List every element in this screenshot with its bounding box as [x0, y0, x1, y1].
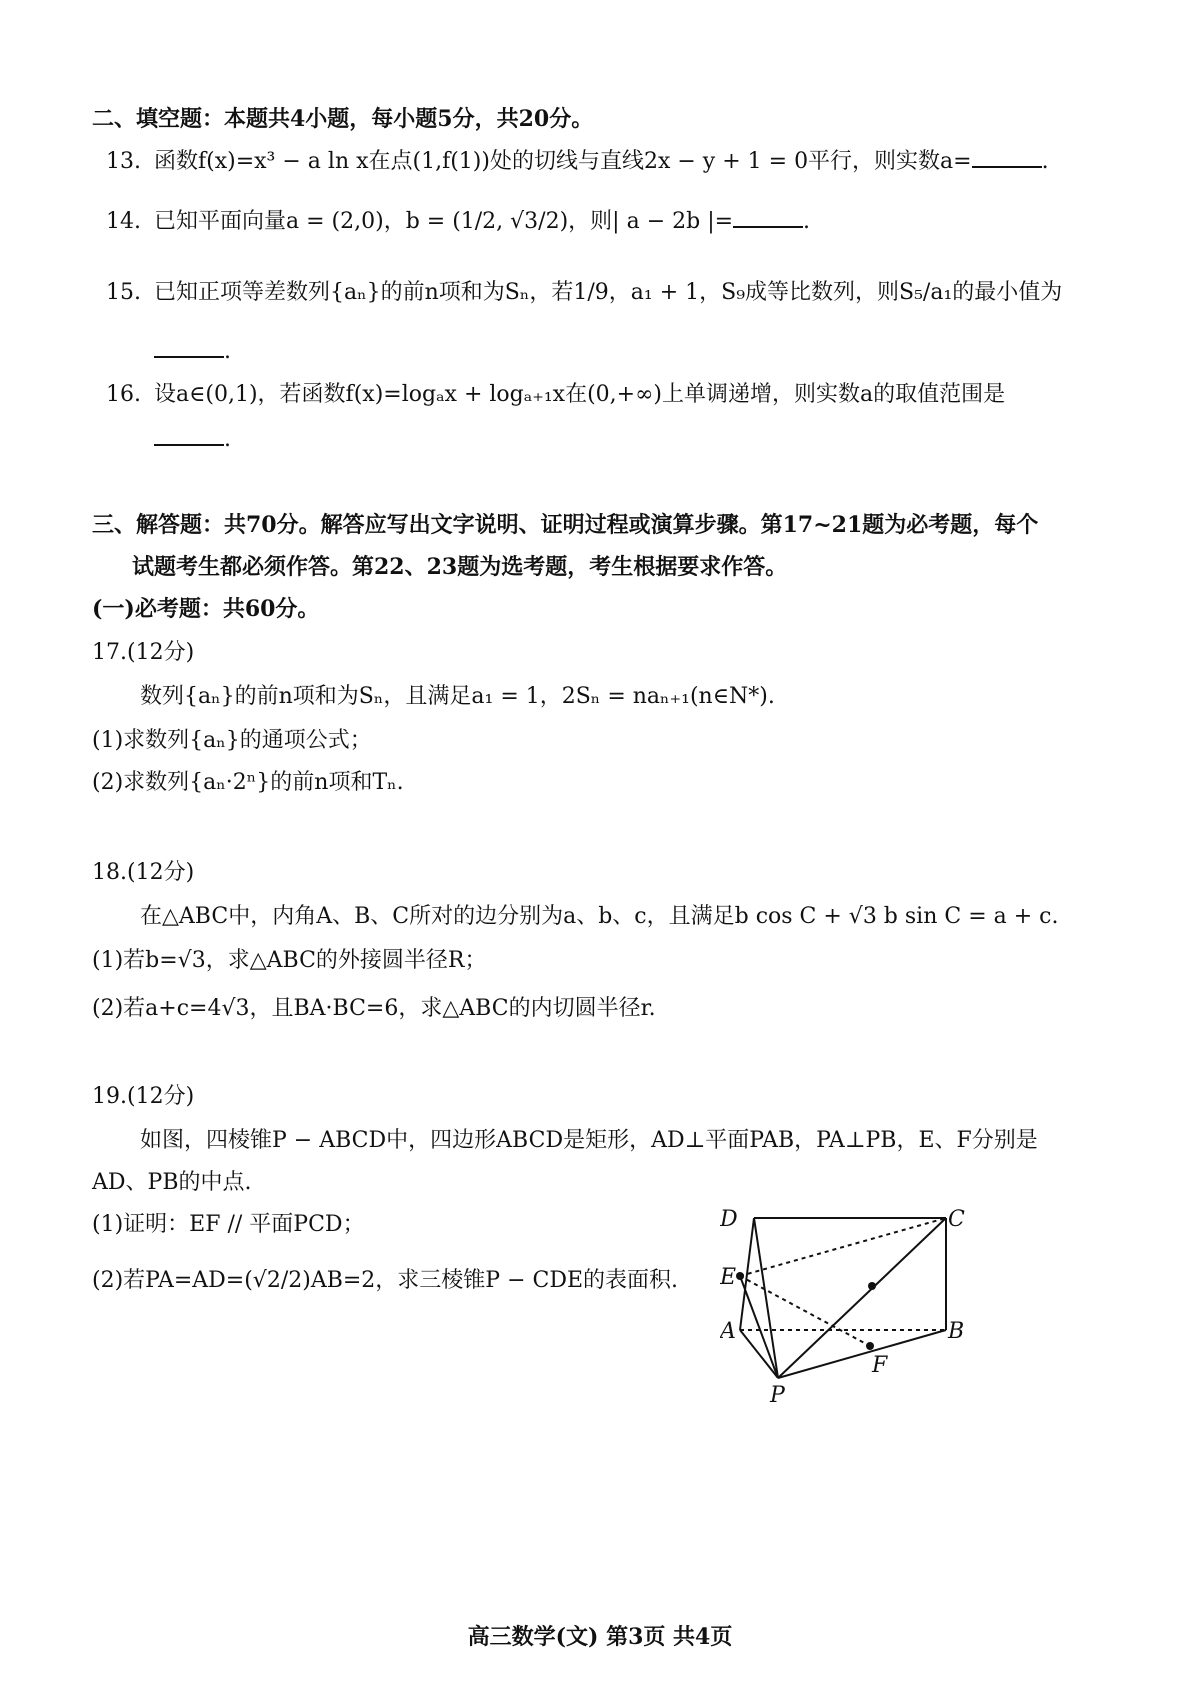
q17-title: 17.(12分) — [92, 640, 195, 665]
q16-number: 16. — [106, 382, 141, 407]
q19-stem-line-2: AD、PB的中点. — [92, 1170, 252, 1195]
q14-answer-blank — [733, 206, 803, 228]
label-E: E — [720, 1265, 737, 1290]
question-15 — [106, 278, 1062, 308]
q18-title: 18.(12分) — [92, 860, 195, 885]
question-16 — [106, 380, 1005, 410]
section-3-heading-cont: 试题考生都必须作答。第22、23题为选考题，考生根据要求作答。 — [132, 554, 788, 580]
q15-text: 已知正项等差数列{aₙ}的前n项和为Sₙ，若1/9，a₁ + 1，S₉成等比数列，则S₅/a₁的最小值为 — [154, 280, 1063, 305]
question-14 — [106, 206, 810, 237]
q19-title: 19.(12分) — [92, 1084, 195, 1109]
q17-stem: 数列{aₙ}的前n项和为Sₙ，且满足a₁ = 1，2Sₙ = naₙ₊₁(n∈N*). — [140, 684, 775, 709]
q16-answer-blank — [154, 424, 224, 446]
label-C: C — [948, 1207, 965, 1232]
label-F: F — [872, 1353, 888, 1378]
q14-end: . — [803, 209, 811, 234]
q15-end: . — [224, 339, 231, 364]
label-P: P — [770, 1383, 785, 1408]
edge-EP — [740, 1276, 778, 1378]
q18-stem: 在△ABC中，内角A、B、C所对的边分别为a、b、c，且满足b cos C + √3 b sin C = a + c. — [140, 904, 1059, 929]
label-D: D — [720, 1207, 738, 1232]
q13-answer-blank — [972, 146, 1042, 168]
q17-part-1: (1)求数列{aₙ}的通项公式； — [92, 728, 372, 753]
edge-DP — [754, 1218, 778, 1378]
q16-answer-line — [154, 424, 231, 455]
q15-number: 15. — [106, 280, 141, 305]
edge-EF-hidden — [740, 1276, 870, 1346]
point-midpoint — [868, 1282, 876, 1290]
q13-end: . — [1041, 149, 1049, 174]
q18-part-2: (2)若a+c=4√3，且BA·BC=6，求△ABC的内切圆半径r. — [92, 996, 656, 1021]
label-B: B — [948, 1319, 965, 1344]
label-A: A — [720, 1319, 736, 1344]
q13-number: 13. — [106, 149, 141, 174]
point-F — [866, 1342, 874, 1350]
question-13 — [106, 146, 1049, 177]
section-2-heading: 二、填空题：本题共4小题，每小题5分，共20分。 — [92, 106, 594, 132]
q17-part-2: (2)求数列{aₙ·2ⁿ}的前n项和Tₙ. — [92, 770, 404, 795]
q19-part-2: (2)若PA=AD=(√2/2)AB=2，求三棱锥P − CDE的表面积. — [92, 1268, 679, 1293]
q16-text: 设a∈(0,1)，若函数f(x)=logₐx + logₐ₊₁x在(0,+∞)上单调递增，则实数a的取值范围是 — [154, 382, 1006, 407]
q14-number: 14. — [106, 209, 141, 234]
q19-stem-line-1: 如图，四棱锥P − ABCD中，四边形ABCD是矩形，AD⊥平面PAB，PA⊥PB，E、F分别是 — [140, 1128, 1038, 1153]
q18-part-1: (1)若b=√3，求△ABC的外接圆半径R； — [92, 948, 487, 973]
required-subsection-heading: (一)必考题：共60分。 — [92, 596, 320, 622]
point-E — [736, 1272, 744, 1280]
q13-text: 函数f(x)=x³ − a ln x在点(1,f(1))处的切线与直线2x − y + 1 = 0平行，则实数a= — [154, 149, 972, 174]
q15-answer-blank — [154, 336, 224, 358]
q15-answer-line — [154, 336, 231, 367]
q19-part-1: (1)证明：EF // 平面PCD； — [92, 1212, 365, 1237]
q16-end: . — [224, 427, 231, 452]
pyramid-figure — [720, 1196, 1020, 1426]
page-footer: 高三数学(文) 第3页 共4页 — [467, 1624, 733, 1650]
q14-text: 已知平面向量a = (2,0)，b = (1/2, √3/2)，则| a − 2b |= — [154, 209, 734, 234]
section-3-heading: 三、解答题：共70分。解答应写出文字说明、证明过程或演算步骤。第17~21题为必考题，每个 — [92, 512, 1039, 538]
